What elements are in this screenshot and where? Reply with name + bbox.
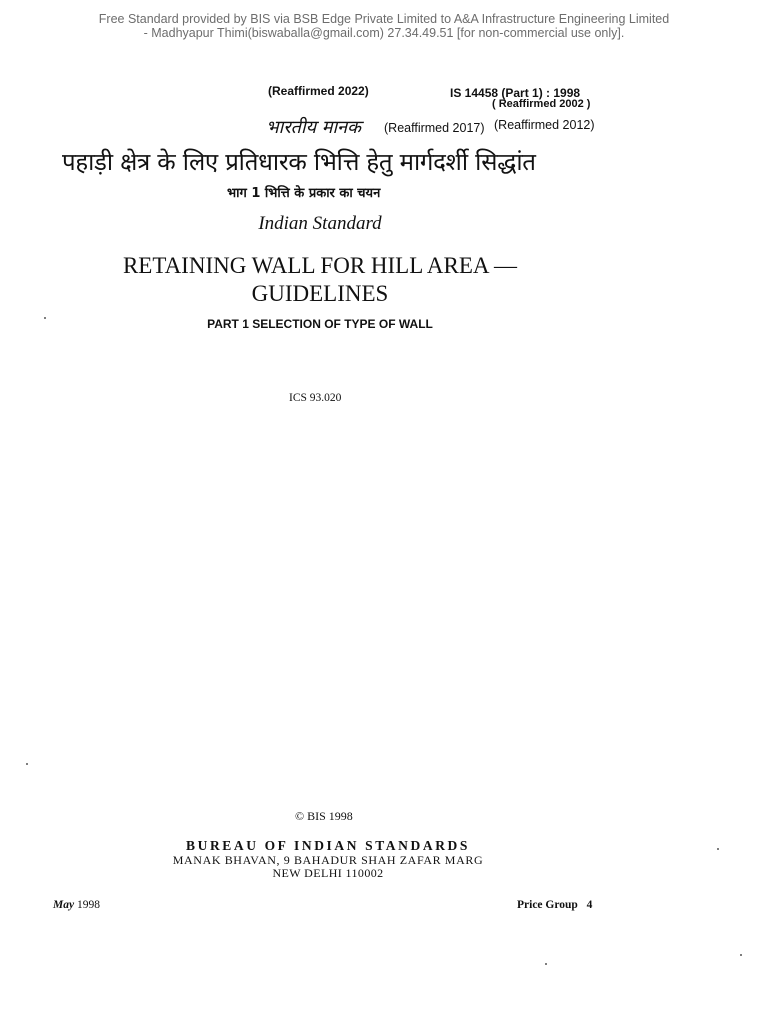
standard-number: IS 14458 (Part 1) : 1998	[450, 86, 581, 100]
reaffirmed-2002: ( Reaffirmed 2002 )	[492, 98, 591, 110]
scan-speck	[44, 317, 46, 319]
price-group-value: 4	[586, 899, 593, 911]
reaffirmed-2012: (Reaffirmed 2012)	[494, 118, 595, 132]
hindi-title: पहाड़ी क्षेत्र के लिए प्रतिधारक भित्ति हेतु मार्गदर्शी सिद्धांत	[62, 148, 536, 176]
english-title-line-1: RETAINING WALL FOR HILL AREA —	[122, 253, 518, 278]
price-group	[517, 899, 592, 911]
watermark-line-1: Free Standard provided by BIS via BSB Edge Private Limited to A&A Infrastructure Engineering Limited	[98, 12, 670, 26]
scan-speck	[26, 763, 28, 765]
reaffirmed-2022: (Reaffirmed 2022)	[268, 84, 369, 98]
hindi-bharatiya-manak: भारतीय मानक	[266, 117, 362, 138]
watermark-line-2: - Madhyapur Thimi(biswaballa@gmail.com) 27.34.49.51 [for non-commercial use only].	[143, 26, 625, 40]
english-part-title: PART 1 SELECTION OF TYPE OF WALL	[207, 317, 433, 331]
indian-standard-label: Indian Standard	[258, 213, 382, 234]
reaffirmed-2017: (Reaffirmed 2017)	[384, 121, 485, 135]
scan-speck	[740, 954, 742, 956]
english-title-line-2: GUIDELINES	[251, 281, 389, 306]
bureau-address-line-1: MANAK BHAVAN, 9 BAHADUR SHAH ZAFAR MARG	[172, 853, 484, 867]
copyright-notice: © BIS 1998	[295, 809, 353, 823]
ics-code: ICS 93.020	[289, 392, 342, 404]
publication-year: 1998	[76, 899, 100, 911]
hindi-part-title: भाग 1 भित्ति के प्रकार का चयन	[227, 186, 381, 201]
price-group-label: Price Group	[517, 899, 578, 911]
publication-month: May	[53, 899, 75, 911]
publication-date	[53, 899, 100, 911]
scan-speck	[545, 963, 547, 965]
bureau-address-line-2: NEW DELHI 110002	[272, 866, 384, 880]
scan-speck	[717, 848, 719, 850]
bureau-name: BUREAU OF INDIAN STANDARDS	[186, 838, 470, 853]
